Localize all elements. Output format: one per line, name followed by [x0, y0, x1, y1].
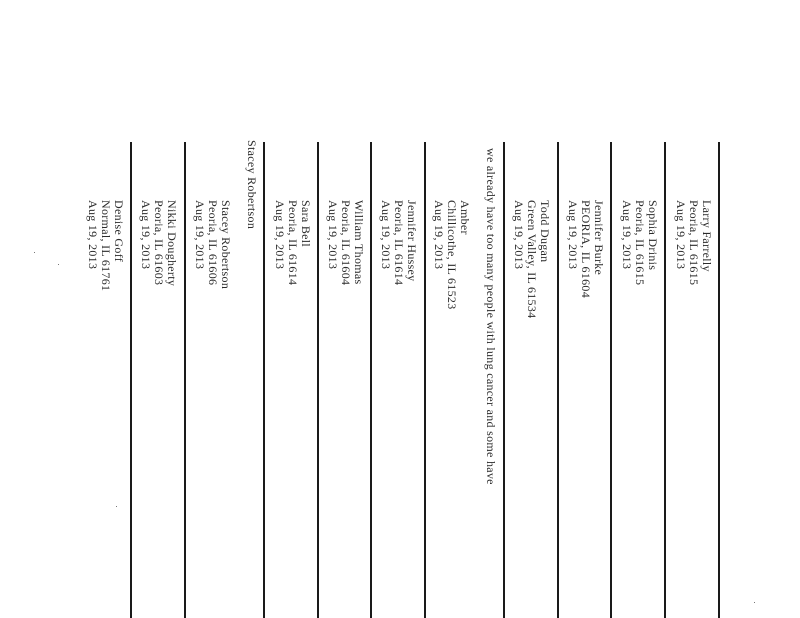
signer-date: Aug 19, 2013 — [193, 200, 207, 270]
signer-date: Aug 19, 2013 — [512, 200, 526, 270]
signer-date: Aug 19, 2013 — [273, 200, 287, 270]
signer-city: Peoria, IL 61604 — [339, 200, 353, 286]
signer-entry — [86, 200, 125, 291]
signer-comment — [484, 148, 497, 485]
signer-city: PEORIA, IL 61604 — [579, 200, 593, 299]
separator-rule — [130, 142, 132, 618]
separator-rule — [718, 142, 720, 618]
signer-name: William Thomas — [352, 200, 366, 285]
signer-name: Stacey Robertson — [219, 200, 233, 290]
signer-entry — [512, 200, 551, 318]
signer-entry — [273, 200, 312, 285]
signer-date: Aug 19, 2013 — [674, 200, 688, 270]
signer-entry — [620, 200, 659, 285]
signer-name: Sara Bell — [299, 200, 313, 248]
signer-entry — [326, 200, 365, 285]
scan-speck — [34, 252, 35, 253]
scan-speck — [754, 602, 755, 603]
separator-rule — [557, 142, 559, 618]
separator-rule — [610, 142, 612, 618]
separator-rule — [664, 142, 666, 618]
signer-city: Peoria, IL 61615 — [687, 200, 701, 286]
signer-name: Denise Goff — [112, 200, 126, 263]
signer-entry — [139, 200, 178, 286]
signer-date: Aug 19, 2013 — [620, 200, 634, 270]
comment-text: we already have too many people with lung cancer and some have — [484, 148, 498, 485]
signer-name: Amber — [458, 200, 472, 235]
signer-city: Peoria, IL 61606 — [206, 200, 220, 286]
separator-rule — [263, 142, 265, 618]
signer-date: Aug 19, 2013 — [432, 200, 446, 270]
signer-city: Peoria, IL 61614 — [392, 200, 406, 286]
signer-entry — [432, 200, 471, 310]
separator-rule — [317, 142, 319, 618]
scan-speck — [58, 264, 59, 265]
signer-name: Larry Farrelly — [700, 200, 714, 272]
signer-city: Chillicothe, IL 61523 — [445, 200, 459, 310]
scan-speck — [116, 506, 117, 507]
signer-city: Peoria, IL 61603 — [152, 200, 166, 286]
separator-rule — [424, 142, 426, 618]
separator-rule — [184, 142, 186, 618]
signer-city: Peoria, IL 61614 — [286, 200, 300, 286]
signer-name: Nikki Dougherty — [165, 200, 179, 287]
comment-text: Stacey Robertson — [245, 140, 259, 230]
signer-city: Normal, IL 61761 — [99, 200, 113, 292]
signer-date: Aug 19, 2013 — [566, 200, 580, 270]
signer-entry — [674, 200, 713, 285]
signer-date: Aug 19, 2013 — [139, 200, 153, 270]
signer-date: Aug 19, 2013 — [86, 200, 100, 270]
separator-rule — [370, 142, 372, 618]
signer-name: Jennifer Hussey — [405, 200, 419, 282]
separator-rule — [503, 142, 505, 618]
signer-city: Peoria, IL 61615 — [633, 200, 647, 286]
signer-name: Todd Dugan — [538, 200, 552, 263]
signer-comment — [245, 140, 258, 229]
signer-date: Aug 19, 2013 — [326, 200, 340, 270]
signer-name: Sophia Drinis — [646, 200, 660, 271]
signer-date: Aug 19, 2013 — [379, 200, 393, 270]
signer-entry — [379, 200, 418, 285]
signer-name: Jennifer Burke — [592, 200, 606, 276]
signer-entry — [193, 200, 232, 289]
signer-entry — [566, 200, 605, 298]
signer-city: Green Valley, IL 61534 — [525, 200, 539, 319]
